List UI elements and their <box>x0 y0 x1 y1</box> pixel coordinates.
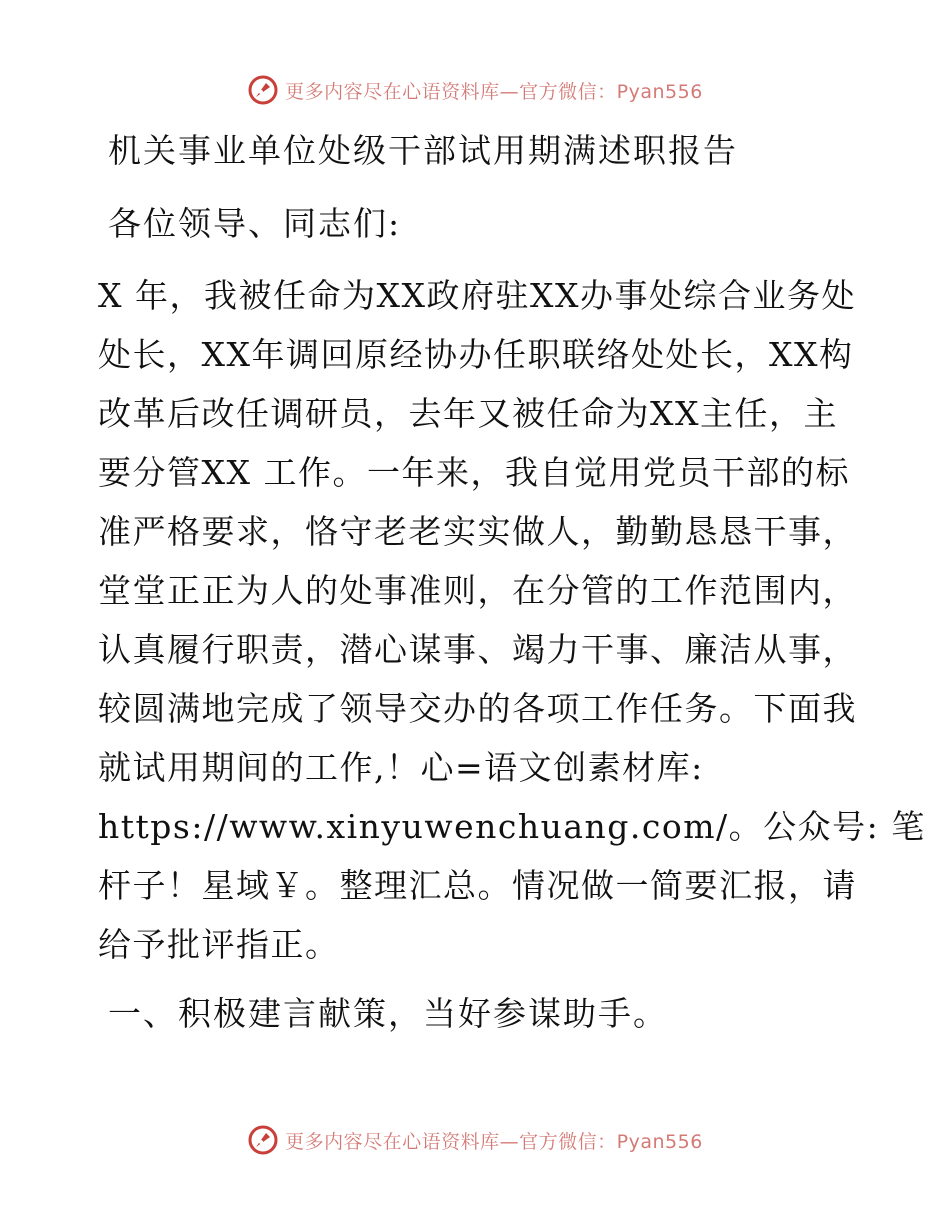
salutation: 各位领导、同志们: <box>108 204 402 243</box>
watermark-text: 更多内容尽在心语资料库—官方微信：Pyan556 <box>285 1130 703 1153</box>
pen-nib-circle-icon <box>247 1124 279 1156</box>
body-line: 杆子！星域￥。整理汇总。情况做一简要汇报，请 <box>98 866 857 905</box>
document-title: 机关事业单位处级干部试用期满述职报告 <box>108 131 738 170</box>
body-line: X 年，我被任命为XX政府驻XX办事处综合业务处 <box>98 276 856 315</box>
body-line: 堂堂正正为人的处事准则，在分管的工作范围内， <box>98 571 857 610</box>
section-heading: 一、积极建言献策，当好参谋助手。 <box>108 994 668 1033</box>
body-line: https://www.xinyuwenchuang.com/。公众号: 笔 <box>98 807 926 846</box>
body-line: 较圆满地完成了领导交办的各项工作任务。下面我 <box>98 689 857 728</box>
body-line: 准严格要求，恪守老老实实做人，勤勤恳恳干事， <box>98 512 857 551</box>
footer-watermark-banner <box>0 1120 950 1160</box>
watermark-text: 更多内容尽在心语资料库—官方微信：Pyan556 <box>285 80 703 103</box>
pen-nib-circle-icon <box>247 74 279 106</box>
body-line: 就试用期间的工作,！心=语文创素材库: <box>98 748 704 787</box>
body-line: 给予批评指正。 <box>98 925 340 964</box>
body-line: 处长，XX年调回原经协办任职联络处处长，XX构 <box>98 335 854 374</box>
body-line: 认真履行职责，潜心谋事、竭力干事、廉洁从事， <box>98 630 857 669</box>
body-paragraph <box>98 266 926 974</box>
header-watermark-banner <box>0 70 950 110</box>
body-line: 改革后改任调研员，去年又被任命为XX主任，主 <box>98 394 838 433</box>
body-line: 要分管XX 工作。一年来，我自觉用党员干部的标 <box>98 453 850 492</box>
